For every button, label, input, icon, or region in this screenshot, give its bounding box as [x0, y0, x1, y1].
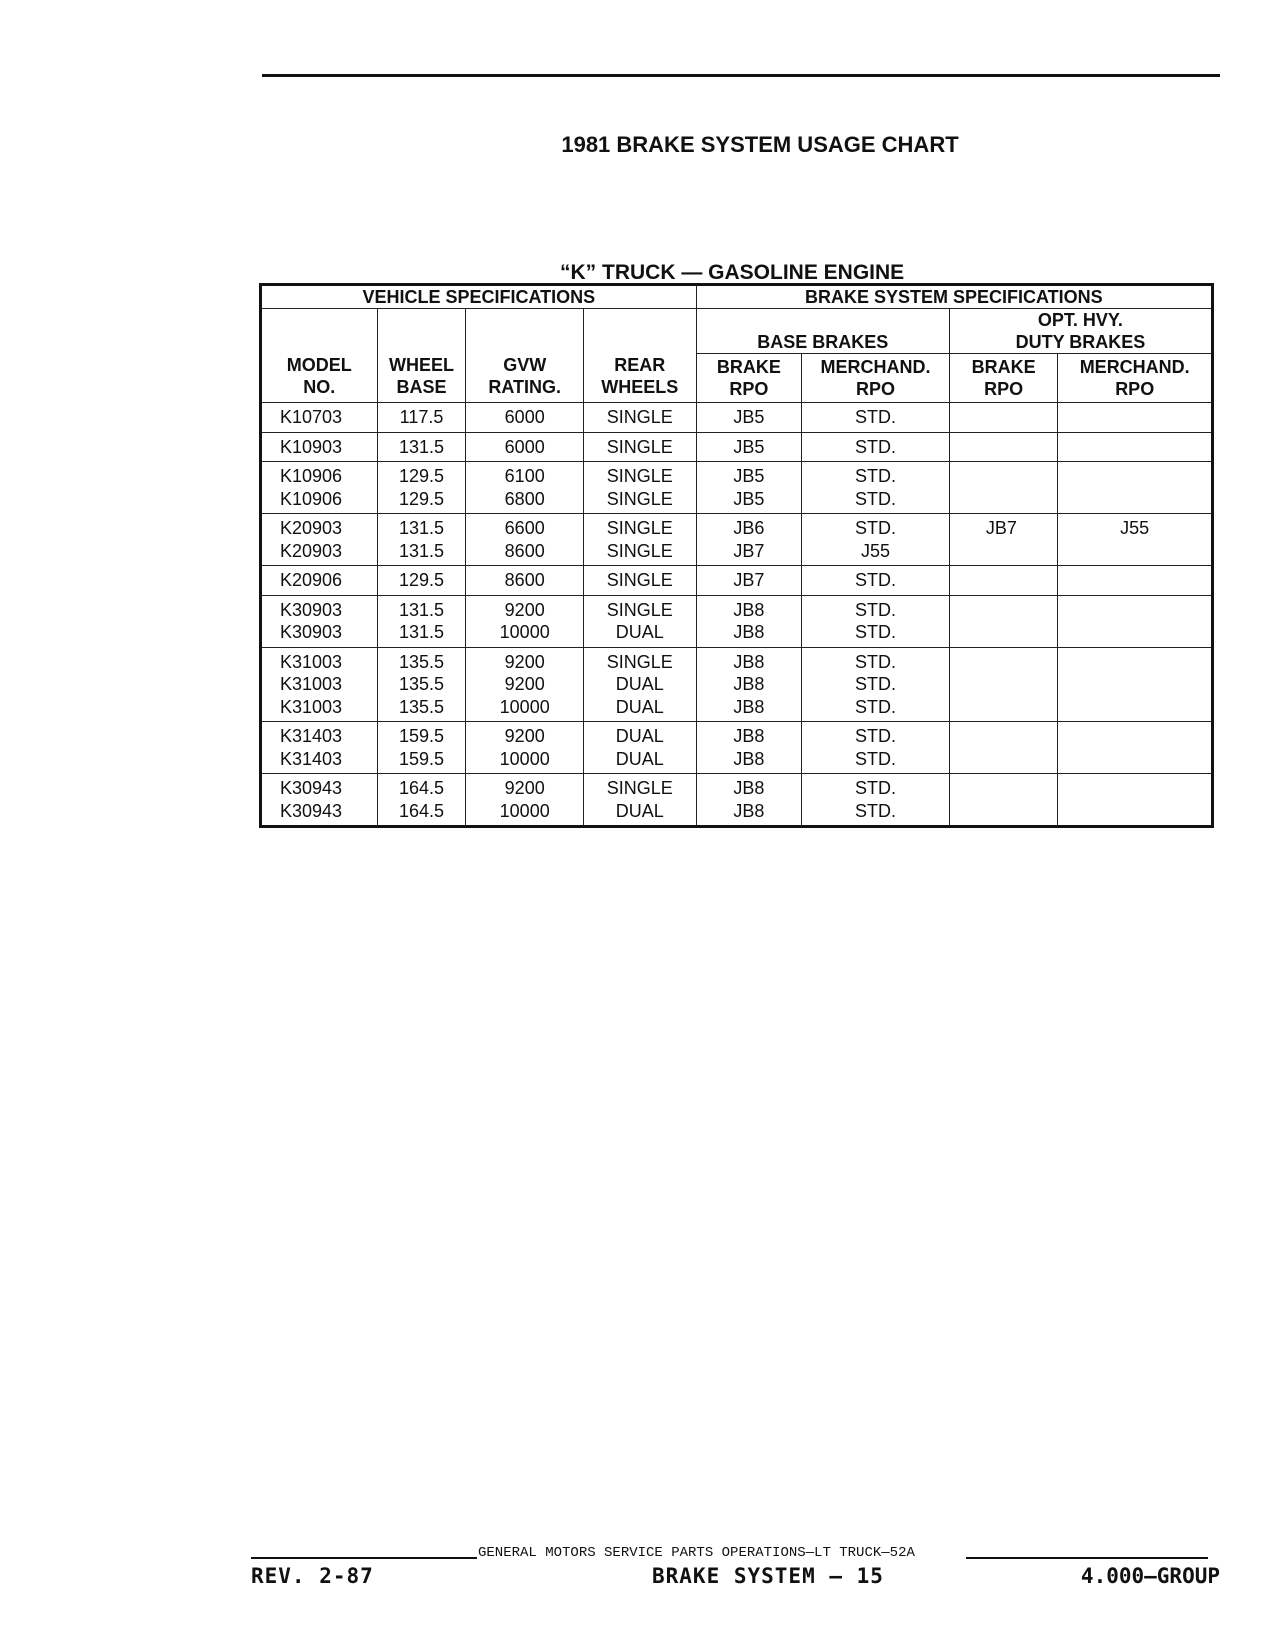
cell-value: 129.5	[398, 570, 445, 590]
cell-value: K20903	[280, 518, 343, 538]
table-row	[261, 647, 1213, 722]
col-header-line: BRAKE	[971, 357, 1036, 377]
cell-value: 6800	[504, 488, 545, 509]
cell-value: 10000	[499, 748, 550, 769]
cell-value: K31003	[280, 651, 343, 672]
cell-hd-brake-rpo	[949, 403, 1058, 433]
cell-value: 135.5	[398, 651, 445, 672]
col-header-rear-wheels	[583, 309, 696, 403]
cell-wheelbase	[377, 774, 466, 827]
cell-value: STD.	[855, 651, 897, 672]
col-header-line: BASE	[396, 377, 447, 397]
cell-wheelbase	[377, 403, 466, 433]
cell-value: JB7	[985, 518, 1017, 538]
cell-hd-brake-rpo	[949, 774, 1058, 827]
cell-rear	[583, 774, 696, 827]
cell-value: JB8	[733, 748, 765, 769]
cell-value: SINGLE	[606, 599, 673, 620]
opt-heavy-duty-line1: OPT. HVY.	[1037, 310, 1123, 330]
cell-hd-brake-rpo	[949, 462, 1058, 514]
cell-value: DUAL	[615, 622, 664, 642]
cell-hd-brake-rpo	[949, 595, 1058, 647]
cell-value: JB5	[733, 407, 765, 427]
cell-wheelbase	[377, 722, 466, 774]
cell-brake-rpo	[696, 462, 802, 514]
cell-gvw	[466, 514, 584, 566]
cell-rear	[583, 403, 696, 433]
cell-merch-rpo	[802, 462, 950, 514]
cell-value: K10703	[280, 407, 343, 427]
cell-hd-merch-rpo	[1058, 462, 1213, 514]
cell-value: JB8	[733, 622, 765, 642]
cell-value: K20906	[280, 570, 343, 590]
cell-value: JB5	[733, 466, 765, 486]
cell-value: JB8	[733, 726, 765, 746]
cell-value: SINGLE	[606, 540, 673, 561]
cell-hd-brake-rpo	[949, 514, 1058, 566]
footer-rule-left	[251, 1557, 477, 1559]
cell-gvw	[466, 722, 584, 774]
cell-value: K30943	[280, 800, 343, 821]
cell-value: K20903	[280, 540, 343, 561]
cell-value: 131.5	[398, 599, 445, 620]
cell-value: STD.	[855, 726, 897, 746]
cell-value: 117.5	[399, 407, 444, 427]
cell-wheelbase	[377, 566, 466, 596]
table-row	[261, 566, 1213, 596]
cell-brake-rpo	[696, 647, 802, 722]
cell-value: DUAL	[615, 800, 664, 821]
base-brakes-header: BASE BRAKES	[696, 309, 949, 354]
col-header-line: RPO	[856, 379, 896, 399]
cell-rear	[583, 432, 696, 462]
cell-value: JB8	[733, 651, 765, 672]
cell-value: 9200	[504, 778, 545, 798]
cell-wheelbase	[377, 462, 466, 514]
footer-rule-right	[966, 1557, 1208, 1559]
page-title: 1981 BRAKE SYSTEM USAGE CHART	[561, 132, 959, 157]
cell-wheelbase	[377, 432, 466, 462]
cell-hd-merch-rpo	[1058, 774, 1213, 827]
cell-merch-rpo	[802, 595, 950, 647]
table-row	[261, 722, 1213, 774]
cell-gvw	[466, 647, 584, 722]
col-header-line: NO.	[303, 377, 336, 397]
col-header-line: RPO	[984, 379, 1024, 399]
cell-wheelbase	[377, 647, 466, 722]
cell-gvw	[466, 774, 584, 827]
cell-model	[261, 403, 378, 433]
brake-system-specifications-header: BRAKE SYSTEM SPECIFICATIONS	[696, 285, 1212, 309]
cell-wheelbase	[377, 595, 466, 647]
cell-value: SINGLE	[606, 436, 673, 457]
cell-value: 159.5	[398, 748, 445, 769]
cell-value: K30903	[280, 599, 343, 620]
cell-hd-merch-rpo	[1058, 647, 1213, 722]
opt-heavy-duty-brakes-header	[949, 309, 1212, 354]
cell-value: JB5	[733, 488, 765, 509]
cell-value: DUAL	[615, 674, 664, 694]
cell-wheelbase	[377, 514, 466, 566]
cell-value: 8600	[504, 570, 545, 590]
cell-value: SINGLE	[606, 518, 673, 538]
cell-value: DUAL	[615, 696, 664, 717]
cell-value: 159.5	[398, 726, 445, 746]
cell-model	[261, 462, 378, 514]
cell-value: 131.5	[398, 518, 445, 538]
col-header-wheel-base	[377, 309, 466, 403]
cell-value: J55	[1120, 518, 1150, 538]
cell-value: 6000	[504, 407, 545, 427]
cell-value: SINGLE	[606, 570, 673, 590]
cell-hd-merch-rpo	[1058, 722, 1213, 774]
cell-value: 10000	[499, 622, 550, 642]
cell-value: STD.	[855, 674, 897, 694]
footer-group: 4.000—GROUP	[1080, 1564, 1220, 1588]
col-header-model-no	[261, 309, 378, 403]
cell-hd-brake-rpo	[949, 566, 1058, 596]
cell-value: JB5	[733, 436, 765, 457]
cell-hd-merch-rpo	[1058, 566, 1213, 596]
cell-value: 131.5	[398, 622, 445, 642]
cell-value: K30943	[280, 778, 343, 798]
cell-value: STD.	[855, 407, 897, 427]
table-row	[261, 462, 1213, 514]
cell-brake-rpo	[696, 514, 802, 566]
vehicle-specifications-header: VEHICLE SPECIFICATIONS	[261, 285, 697, 309]
table-row	[261, 774, 1213, 827]
cell-value: STD.	[855, 748, 897, 769]
cell-rear	[583, 566, 696, 596]
cell-value: 8600	[504, 540, 545, 561]
footer-revision: REV. 2-87	[251, 1564, 374, 1588]
cell-value: 9200	[504, 726, 545, 746]
cell-hd-brake-rpo	[949, 432, 1058, 462]
cell-value: STD.	[855, 466, 897, 486]
col-header-line: RPO	[1115, 379, 1155, 399]
cell-model	[261, 722, 378, 774]
cell-value: 9200	[504, 599, 545, 620]
cell-value: 9200	[504, 651, 545, 672]
brake-usage-table	[259, 283, 1214, 828]
cell-value: STD.	[855, 778, 897, 798]
cell-model	[261, 595, 378, 647]
cell-value: JB6	[733, 518, 765, 538]
cell-value: STD.	[855, 599, 897, 620]
opt-heavy-duty-line2: DUTY BRAKES	[1015, 332, 1146, 352]
cell-value: 135.5	[398, 674, 445, 694]
col-header-line: WHEEL	[389, 355, 455, 375]
col-header-line: WHEELS	[601, 377, 679, 397]
cell-model	[261, 566, 378, 596]
cell-hd-merch-rpo	[1058, 595, 1213, 647]
table-row	[261, 595, 1213, 647]
cell-brake-rpo	[696, 566, 802, 596]
cell-value: STD.	[855, 488, 897, 509]
col-header-line: MERCHAND.	[1079, 357, 1190, 377]
footer-page-number: BRAKE SYSTEM — 15	[652, 1564, 884, 1588]
cell-value: 6000	[504, 436, 545, 457]
col-header-merchand-rpo	[802, 354, 950, 403]
cell-value: STD.	[855, 570, 897, 590]
col-header-line: REAR	[614, 355, 666, 375]
cell-value: 129.5	[398, 488, 445, 509]
cell-value: K30903	[280, 622, 343, 642]
cell-merch-rpo	[802, 647, 950, 722]
col-header-hd-brake-rpo	[949, 354, 1058, 403]
cell-value: STD.	[855, 800, 897, 821]
cell-value: 131.5	[398, 436, 445, 457]
cell-value: 6100	[504, 466, 545, 486]
cell-model	[261, 432, 378, 462]
cell-value: 135.5	[398, 696, 445, 717]
cell-value: 131.5	[398, 540, 445, 561]
cell-rear	[583, 647, 696, 722]
cell-value: SINGLE	[606, 466, 673, 486]
cell-merch-rpo	[802, 432, 950, 462]
cell-value: J55	[861, 540, 891, 561]
cell-value: STD.	[855, 518, 897, 538]
cell-value: K31003	[280, 674, 343, 694]
cell-value: JB7	[733, 540, 765, 561]
col-header-line: MODEL	[286, 355, 352, 375]
cell-hd-merch-rpo	[1058, 514, 1213, 566]
cell-value: 10000	[499, 800, 550, 821]
cell-merch-rpo	[802, 514, 950, 566]
cell-value: 9200	[504, 674, 545, 694]
cell-brake-rpo	[696, 722, 802, 774]
col-header-line: RPO	[729, 379, 769, 399]
footer-publisher: GENERAL MOTORS SERVICE PARTS OPERATIONS—LT TRUCK—52A	[478, 1545, 915, 1561]
cell-value: K31403	[280, 726, 343, 746]
cell-value: JB8	[733, 674, 765, 694]
cell-merch-rpo	[802, 722, 950, 774]
col-header-gvw-rating	[466, 309, 584, 403]
table-title: “K” TRUCK — GASOLINE ENGINE	[560, 261, 905, 284]
cell-value: 6600	[504, 518, 545, 538]
cell-gvw	[466, 462, 584, 514]
cell-gvw	[466, 403, 584, 433]
cell-value: 164.5	[398, 778, 445, 798]
cell-gvw	[466, 432, 584, 462]
col-header-line: GVW	[503, 355, 547, 375]
col-header-line: MERCHAND.	[820, 357, 931, 377]
cell-hd-brake-rpo	[949, 722, 1058, 774]
cell-hd-merch-rpo	[1058, 403, 1213, 433]
cell-value: SINGLE	[606, 407, 673, 427]
cell-rear	[583, 722, 696, 774]
cell-value: JB8	[733, 696, 765, 717]
col-header-brake-rpo	[696, 354, 802, 403]
cell-value: K10906	[280, 466, 343, 486]
cell-brake-rpo	[696, 432, 802, 462]
cell-merch-rpo	[802, 774, 950, 827]
cell-value: 129.5	[398, 466, 445, 486]
cell-value: JB8	[733, 800, 765, 821]
cell-value: K10903	[280, 436, 343, 457]
col-header-hd-merchand-rpo	[1058, 354, 1213, 403]
cell-value: STD.	[855, 696, 897, 717]
cell-rear	[583, 462, 696, 514]
cell-value: JB8	[733, 599, 765, 620]
cell-value: DUAL	[615, 748, 664, 769]
table-row	[261, 432, 1213, 462]
cell-value: K31403	[280, 748, 343, 769]
cell-model	[261, 774, 378, 827]
cell-brake-rpo	[696, 774, 802, 827]
col-header-line: RATING.	[488, 377, 562, 397]
cell-value: K10906	[280, 488, 343, 509]
cell-value: 164.5	[398, 800, 445, 821]
cell-value: SINGLE	[606, 778, 673, 798]
cell-hd-merch-rpo	[1058, 432, 1213, 462]
cell-merch-rpo	[802, 403, 950, 433]
col-header-line: BRAKE	[716, 357, 781, 377]
cell-rear	[583, 514, 696, 566]
cell-value: SINGLE	[606, 651, 673, 672]
cell-model	[261, 514, 378, 566]
cell-merch-rpo	[802, 566, 950, 596]
top-rule	[262, 74, 1220, 77]
cell-gvw	[466, 595, 584, 647]
cell-brake-rpo	[696, 403, 802, 433]
cell-gvw	[466, 566, 584, 596]
cell-rear	[583, 595, 696, 647]
cell-value: STD.	[855, 436, 897, 457]
cell-value: SINGLE	[606, 488, 673, 509]
table-row	[261, 514, 1213, 566]
table-row	[261, 403, 1213, 433]
cell-hd-brake-rpo	[949, 647, 1058, 722]
cell-value: STD.	[855, 622, 897, 642]
cell-value: DUAL	[615, 726, 664, 746]
cell-brake-rpo	[696, 595, 802, 647]
cell-model	[261, 647, 378, 722]
cell-value: JB7	[733, 570, 765, 590]
cell-value: K31003	[280, 696, 343, 717]
cell-value: 10000	[499, 696, 550, 717]
cell-value: JB8	[733, 778, 765, 798]
